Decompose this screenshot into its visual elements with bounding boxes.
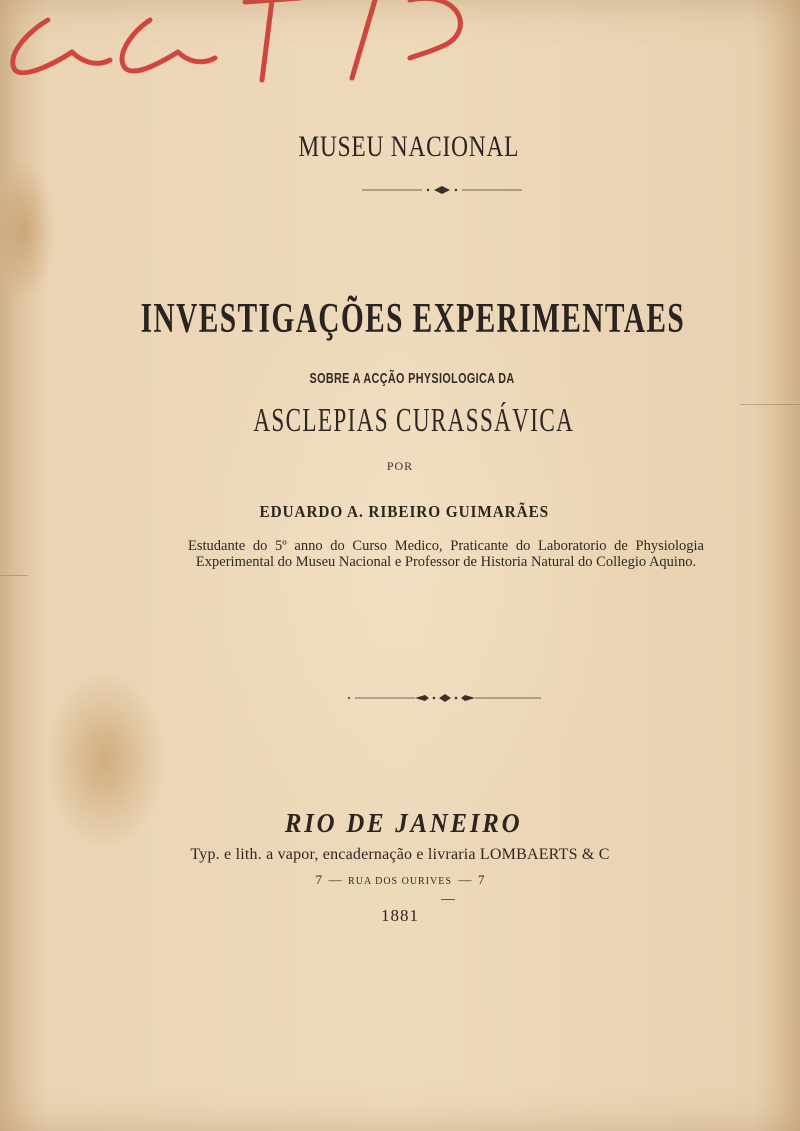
imprint-address	[0, 872, 800, 888]
year-rule	[441, 899, 455, 900]
plant-name: ASCLEPIAS CURASSÁVICA	[253, 402, 575, 439]
address-number-left: 7	[315, 872, 323, 887]
institution-heading: MUSEU NACIONAL	[298, 130, 520, 163]
author-name: EDUARDO A. RIBEIRO GUIMARÃES	[259, 502, 550, 521]
inventory-mark-handwriting	[0, 0, 520, 90]
address-street: RUA DOS OURIVES	[348, 876, 452, 887]
subtitle-line: SOBRE A ACÇÃO PHYSIOLOGICA DA	[309, 370, 515, 387]
address-number-right: 7	[477, 872, 485, 887]
publication-year: 1881	[381, 906, 419, 925]
byline-por: POR	[386, 459, 414, 473]
ornament-rule-top	[362, 183, 522, 197]
paper-crease-left	[0, 575, 28, 576]
ornament-rule-middle	[345, 690, 545, 706]
main-title: INVESTIGAÇÕES EXPERIMENTAES	[140, 296, 686, 342]
imprint-publisher: Typ. e lith. a vapor, encadernação e livraria LOMBAERTS & C	[190, 846, 610, 863]
author-credentials: Estudante do 5º anno do Curso Medico, Praticante do Laboratorio de Physiologia Experimental do Museu Nacional e Professor de Historia Natural do Collegio Aquino.	[188, 538, 704, 570]
address-dash-right: —	[458, 872, 472, 887]
imprint-city: RIO DE JANEIRO	[284, 808, 523, 838]
paper-crease-right	[740, 404, 800, 405]
address-dash-left: —	[328, 872, 342, 887]
